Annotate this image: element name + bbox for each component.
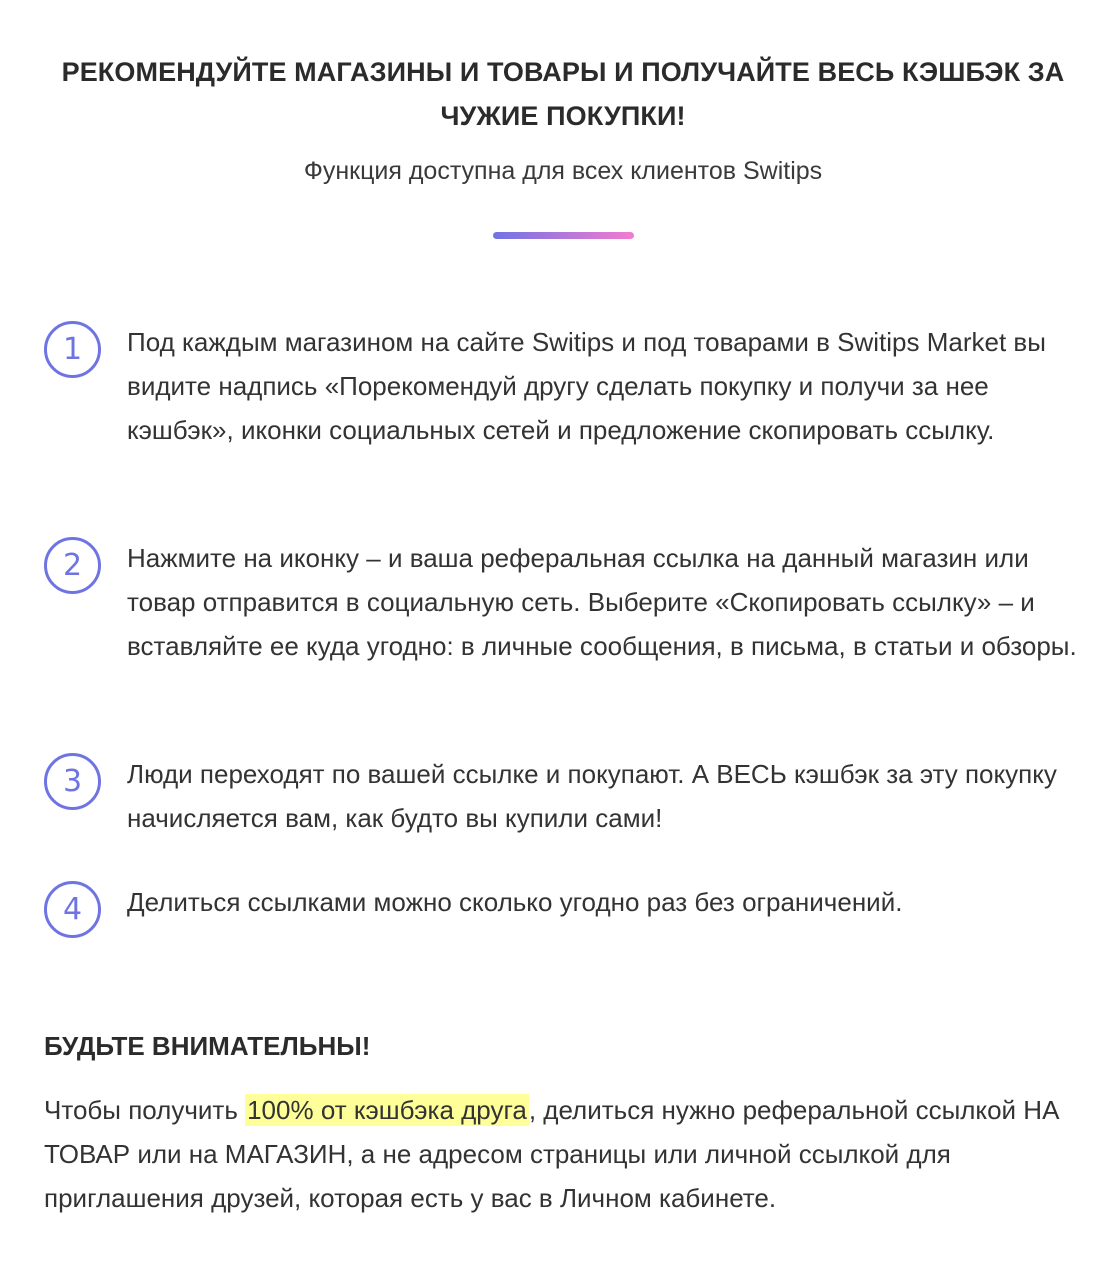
page-title: РЕКОМЕНДУЙТЕ МАГАЗИНЫ И ТОВАРЫ И ПОЛУЧАЙТЕ ВЕСЬ КЭШБЭК ЗА ЧУЖИЕ ПОКУПКИ! <box>61 57 1065 131</box>
step-text: Люди переходят по вашей ссылке и покупают. А ВЕСЬ кэшбэк за эту покупку начисляется вам, как будто вы купили сами! <box>127 759 1057 833</box>
step-number-badge: 3 <box>44 753 101 810</box>
step-text: Нажмите на иконку – и ваша реферальная ссылка на данный магазин или товар отправится в социальную сеть. Выберите «Скопировать ссылку» – и вставляйте ее куда угодно: в личные сообщения, в письма, в статьи и обзоры. <box>127 543 1077 661</box>
step-number-badge: 4 <box>44 881 101 938</box>
warning-text-before: Чтобы получить <box>44 1095 246 1125</box>
page-subtitle: Функция доступна для всех клиентов Switips <box>303 157 823 185</box>
highlighted-text: 100% от кэшбэка друга <box>247 1095 527 1125</box>
gradient-divider <box>493 232 634 239</box>
warning-title: БУДЬТЕ ВНИМАТЕЛЬНЫ! <box>44 1031 371 1061</box>
step-text: Делиться ссылками можно сколько угодно раз без ограничений. <box>127 887 903 917</box>
warning-text <box>44 1088 1084 1220</box>
step-text: Под каждым магазином на сайте Switips и под товарами в Switips Market вы видите надпись «Порекомендуй другу сделать покупку и получи за нее кэшбэк», иконки социальных сетей и предложение скопировать ссылку. <box>127 327 1046 445</box>
warning-text-after: , делиться нужно реферальной ссылкой НА ТОВАР или на МАГАЗИН, а не адресом страницы или личной ссылкой для приглашения друзей, которая есть у вас в Личном кабинете. <box>44 1095 1060 1213</box>
step-number-badge: 2 <box>44 537 101 594</box>
step-number-badge: 1 <box>44 321 101 378</box>
